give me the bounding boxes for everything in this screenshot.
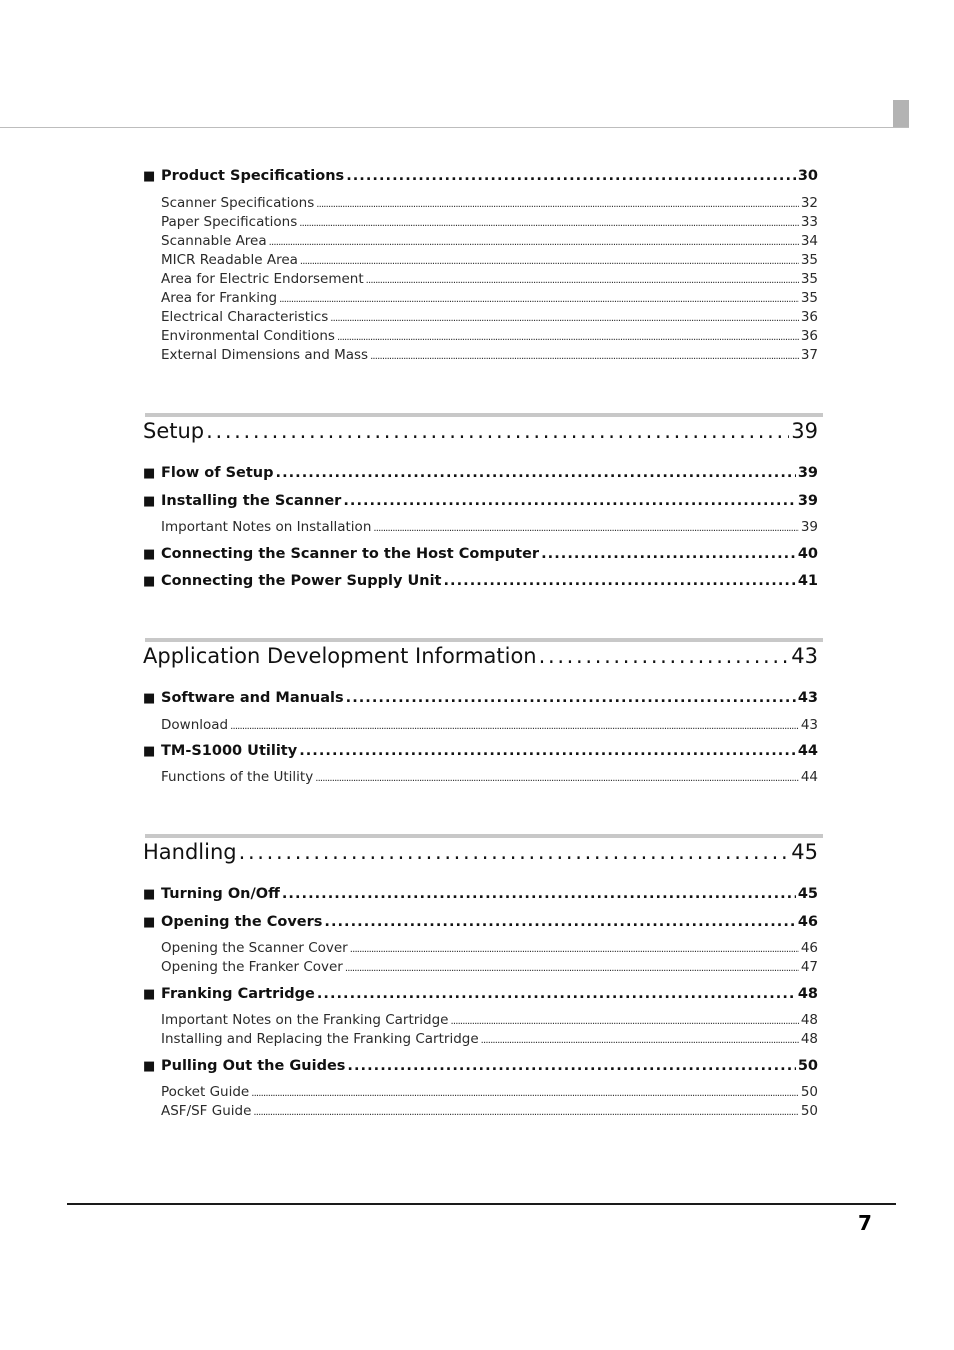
dot-leader — [346, 690, 796, 706]
square-bullet-icon: ■ — [143, 466, 156, 481]
toc-entry-title: Pocket Guide — [161, 1084, 250, 1100]
toc-subsection-entry[interactable] — [161, 1103, 818, 1119]
toc-subsection-entry[interactable] — [161, 195, 818, 211]
toc-entry-title: Handling — [143, 840, 237, 864]
toc-entry-title: ASF/SF Guide — [161, 1103, 252, 1119]
toc-chapter-entry[interactable] — [143, 644, 818, 668]
dot-leader — [343, 493, 795, 509]
toc-entry-page: 41 — [797, 573, 818, 589]
toc-entry-page: 35 — [800, 271, 818, 287]
toc-chapter-entry[interactable] — [143, 419, 818, 443]
dot-leader — [541, 546, 796, 562]
toc-entry-page: 48 — [797, 986, 818, 1002]
dot-leader — [282, 886, 796, 902]
toc-entry-title: Scanner Specifications — [161, 195, 315, 211]
toc-entry-title: Important Notes on Installation — [161, 519, 372, 535]
toc-entry-page: 46 — [797, 914, 818, 930]
square-bullet-icon: ■ — [143, 744, 156, 759]
toc-section-entry[interactable] — [143, 546, 818, 562]
dot-leader — [337, 328, 799, 344]
toc-entry-page: 48 — [800, 1012, 818, 1028]
toc-entry-title: Scannable Area — [161, 233, 267, 249]
toc-subsection-entry[interactable] — [161, 940, 818, 956]
toc-entry-page: 45 — [791, 840, 818, 864]
toc-entry-page: 39 — [797, 465, 818, 481]
square-bullet-icon: ■ — [143, 887, 156, 902]
dot-leader — [481, 1031, 799, 1047]
chapter-divider — [145, 834, 823, 838]
toc-entry-title: Setup — [143, 419, 205, 443]
toc-subsection-entry[interactable] — [161, 309, 818, 325]
toc-entry-title: Software and Manuals — [161, 690, 344, 706]
toc-subsection-entry[interactable] — [161, 717, 818, 733]
dot-leader — [346, 168, 796, 184]
toc-subsection-entry[interactable] — [161, 519, 818, 535]
toc-entry-title: External Dimensions and Mass — [161, 347, 369, 363]
dot-leader — [206, 419, 789, 443]
dot-leader — [347, 1058, 795, 1074]
toc-entry-title: MICR Readable Area — [161, 252, 298, 268]
toc-entry-title: Installing the Scanner — [161, 493, 342, 509]
dot-leader — [299, 214, 799, 230]
toc-subsection-entry[interactable] — [161, 214, 818, 230]
toc-subsection-entry[interactable] — [161, 1084, 818, 1100]
dot-leader — [350, 940, 799, 956]
toc-entry-page: 36 — [800, 328, 818, 344]
header-rule — [0, 127, 909, 128]
toc-entry-title: Product Specifications — [161, 168, 345, 184]
dot-leader — [345, 959, 799, 975]
chapter-divider — [145, 638, 823, 642]
dot-leader — [366, 271, 799, 287]
square-bullet-icon: ■ — [143, 1059, 156, 1074]
dot-leader — [373, 519, 798, 535]
dot-leader — [315, 769, 799, 785]
toc-section-entry[interactable] — [143, 1058, 818, 1074]
toc-entry-page: 39 — [791, 419, 818, 443]
dot-leader — [539, 644, 790, 668]
toc-subsection-entry[interactable] — [161, 252, 818, 268]
dot-leader — [239, 840, 790, 864]
toc-entry-page: 39 — [797, 493, 818, 509]
toc-subsection-entry[interactable] — [161, 271, 818, 287]
toc-entry-page: 35 — [800, 252, 818, 268]
toc-entry-title: Download — [161, 717, 229, 733]
toc-entry-page: 50 — [800, 1103, 818, 1119]
toc-entry-page: 43 — [797, 690, 818, 706]
toc-subsection-entry[interactable] — [161, 347, 818, 363]
dot-leader — [317, 986, 796, 1002]
toc-entry-page: 45 — [797, 886, 818, 902]
toc-entry-title: Important Notes on the Franking Cartridge — [161, 1012, 449, 1028]
page-number: 7 — [858, 1211, 872, 1235]
toc-entry-page: 34 — [800, 233, 818, 249]
toc-entry-title: Connecting the Scanner to the Host Computer — [161, 546, 540, 562]
toc-entry-title: Environmental Conditions — [161, 328, 335, 344]
toc-subsection-entry[interactable] — [161, 233, 818, 249]
toc-entry-title: Application Development Information — [143, 644, 537, 668]
chapter-divider — [145, 413, 823, 417]
toc-entry-title: Functions of the Utility — [161, 769, 314, 785]
toc-section-entry[interactable] — [143, 573, 818, 589]
toc-subsection-entry[interactable] — [161, 959, 818, 975]
toc-chapter-entry[interactable] — [143, 840, 818, 864]
dot-leader — [253, 1103, 798, 1119]
toc-entry-page: 37 — [800, 347, 818, 363]
toc-section-entry[interactable] — [143, 743, 818, 759]
dot-leader — [443, 573, 795, 589]
toc-entry-title: Area for Electric Endorsement — [161, 271, 364, 287]
toc-section-entry[interactable] — [143, 465, 818, 481]
toc-entry-page: 47 — [800, 959, 818, 975]
toc-section-entry[interactable] — [143, 986, 818, 1002]
dot-leader — [279, 290, 799, 306]
dot-leader — [316, 195, 799, 211]
toc-entry-page: 30 — [797, 168, 818, 184]
toc-entry-page: 32 — [800, 195, 818, 211]
toc-entry-page: 35 — [800, 290, 818, 306]
toc-section-entry[interactable] — [143, 168, 818, 184]
dot-leader — [299, 743, 796, 759]
toc-entry-title: Installing and Replacing the Franking Cartridge — [161, 1031, 479, 1047]
toc-section-entry[interactable] — [143, 690, 818, 706]
toc-entry-title: Electrical Characteristics — [161, 309, 329, 325]
dot-leader — [370, 347, 799, 363]
toc-entry-title: Connecting the Power Supply Unit — [161, 573, 442, 589]
square-bullet-icon: ■ — [143, 987, 156, 1002]
toc-entry-page: 36 — [800, 309, 818, 325]
header-tab-marker — [893, 100, 909, 127]
toc-section-entry[interactable] — [143, 914, 818, 930]
toc-entry-title: Paper Specifications — [161, 214, 298, 230]
dot-leader — [230, 717, 799, 733]
square-bullet-icon: ■ — [143, 915, 156, 930]
toc-section-entry[interactable] — [143, 886, 818, 902]
toc-entry-title: Franking Cartridge — [161, 986, 315, 1002]
toc-entry-page: 46 — [800, 940, 818, 956]
toc-entry-page: 44 — [800, 769, 818, 785]
dot-leader — [269, 233, 799, 249]
dot-leader — [276, 465, 796, 481]
toc-entry-title: Turning On/Off — [161, 886, 280, 902]
square-bullet-icon: ■ — [143, 691, 156, 706]
toc-subsection-entry[interactable] — [161, 1031, 818, 1047]
toc-entry-page: 40 — [797, 546, 818, 562]
toc-subsection-entry[interactable] — [161, 290, 818, 306]
toc-subsection-entry[interactable] — [161, 328, 818, 344]
toc-entry-page: 43 — [800, 717, 818, 733]
toc-entry-page: 48 — [800, 1031, 818, 1047]
toc-section-entry[interactable] — [143, 493, 818, 509]
toc-entry-page: 33 — [800, 214, 818, 230]
toc-entry-title: Opening the Scanner Cover — [161, 940, 348, 956]
dot-leader — [300, 252, 799, 268]
toc-entry-title: Opening the Covers — [161, 914, 323, 930]
toc-entry-title: Area for Franking — [161, 290, 278, 306]
square-bullet-icon: ■ — [143, 169, 156, 184]
toc-entry-page: 44 — [797, 743, 818, 759]
dot-leader — [324, 914, 795, 930]
toc-subsection-entry[interactable] — [161, 769, 818, 785]
toc-entry-title: Opening the Franker Cover — [161, 959, 343, 975]
square-bullet-icon: ■ — [143, 547, 156, 562]
square-bullet-icon: ■ — [143, 494, 156, 509]
dot-leader — [251, 1084, 799, 1100]
toc-entry-title: Flow of Setup — [161, 465, 274, 481]
toc-entry-title: TM-S1000 Utility — [161, 743, 298, 759]
toc-entry-page: 50 — [797, 1058, 818, 1074]
toc-entry-page: 39 — [800, 519, 818, 535]
toc-subsection-entry[interactable] — [161, 1012, 818, 1028]
toc-entry-title: Pulling Out the Guides — [161, 1058, 346, 1074]
dot-leader — [451, 1012, 799, 1028]
footer-rule — [67, 1203, 896, 1205]
toc-entry-page: 43 — [791, 644, 818, 668]
square-bullet-icon: ■ — [143, 574, 156, 589]
toc-entry-page: 50 — [800, 1084, 818, 1100]
dot-leader — [330, 309, 799, 325]
